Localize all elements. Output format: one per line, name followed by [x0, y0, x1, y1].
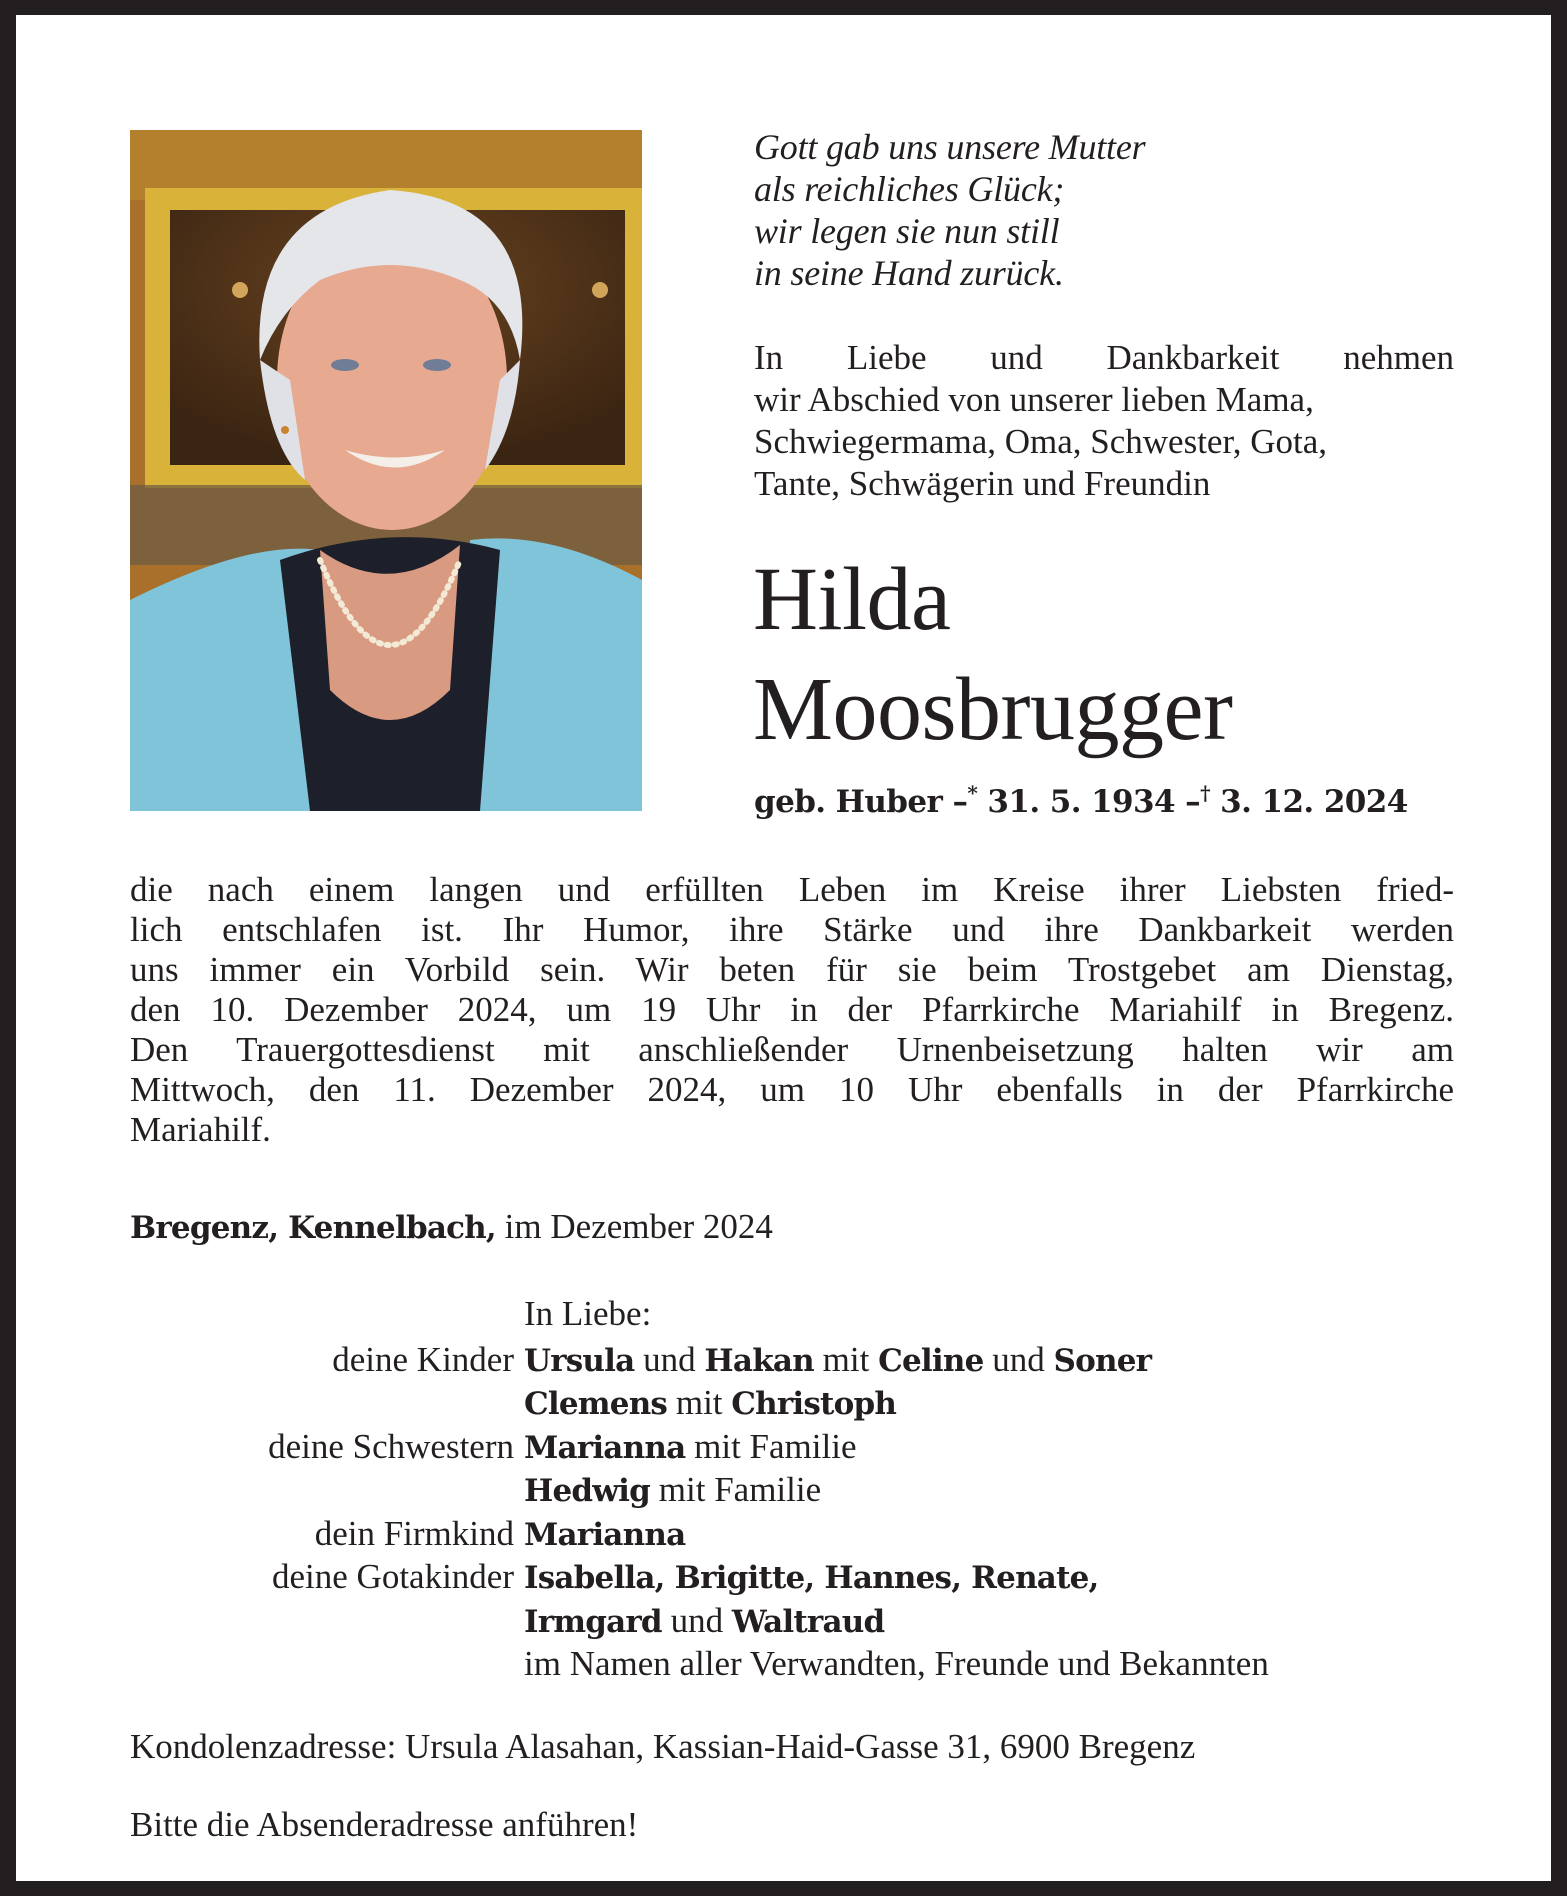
mourner-name: Ursula — [524, 1342, 635, 1379]
place-date-line — [130, 1207, 773, 1248]
mourner-row — [130, 1556, 1460, 1600]
body-line: den 10. Dezember 2024, um 19 Uhr in der Pfarrkirche Mariahilf in Bregenz. — [130, 990, 1454, 1029]
intro-line: In Liebe und Dankbarkeit nehmen — [754, 338, 1454, 377]
mourner-relation — [130, 1469, 524, 1513]
intro-line: Schwiegermama, Oma, Schwester, Gota, — [754, 422, 1328, 461]
mourner-names — [524, 1339, 1151, 1383]
mourner-row — [130, 1513, 1460, 1557]
verse — [754, 126, 1145, 294]
mourner-row — [130, 1469, 1460, 1513]
mourner-row — [130, 1426, 1460, 1470]
mourner-connector: und — [983, 1339, 1054, 1379]
mourner-relation — [130, 1382, 524, 1426]
mourner-names — [524, 1513, 685, 1557]
mourner-name: Hedwig — [524, 1473, 651, 1509]
place-names: Bregenz, Kennelbach, — [130, 1210, 496, 1246]
birth-symbol: * — [967, 781, 978, 805]
sender-note: Bitte die Absenderadresse anführen! — [130, 1805, 639, 1844]
verse-line: als reichliches Glück; — [754, 169, 1065, 209]
birth-date: 31. 5. 1934 — [987, 784, 1175, 820]
mourner-name: Marianna — [524, 1429, 686, 1466]
body-line: Mittwoch, den 11. Dezember 2024, um 10 Uhr ebenfalls in der Pfarrkirche — [130, 1070, 1454, 1109]
mourner-name: Celine — [878, 1342, 984, 1379]
mourner-names — [524, 1469, 821, 1513]
separator: – — [1185, 784, 1201, 820]
verse-line: Gott gab uns unsere Mutter — [754, 127, 1146, 167]
mourner-connector: im Namen aller Verwandten, Freunde und Bekannten — [524, 1644, 1269, 1683]
body-line: lich entschlafen ist. Ihr Humor, ihre Stärke und ihre Dankbarkeit werden — [130, 910, 1454, 949]
mourner-names — [524, 1426, 856, 1470]
death-symbol: † — [1200, 781, 1210, 805]
mourner-row — [130, 1643, 1460, 1685]
mourner-row — [130, 1382, 1460, 1426]
verse-line: in seine Hand zurück. — [754, 253, 1064, 293]
body-paragraph — [130, 870, 1454, 1150]
mourner-connector: mit — [813, 1339, 879, 1379]
mourner-name: Clemens — [524, 1386, 668, 1422]
mourner-row — [130, 1600, 1460, 1644]
left-eye — [331, 359, 359, 371]
intro-line: Tante, Schwägerin und Freundin — [754, 464, 1211, 503]
body-line: uns immer ein Vorbild sein. Wir beten für sie beim Trostgebet am Dienstag, — [130, 950, 1454, 989]
body-line: Den Trauergottesdienst mit anschließender Urnenbeisetzung halten wir am — [130, 1030, 1454, 1069]
mourner-name: Irmgard — [524, 1603, 662, 1640]
right-eye — [423, 359, 451, 371]
mourners-heading-row — [130, 1293, 1460, 1335]
mourner-names — [524, 1643, 1269, 1685]
mourners-list — [130, 1293, 1460, 1685]
portrait-photo — [130, 130, 642, 811]
mourner-connector: mit Familie — [650, 1470, 822, 1509]
maiden-name: geb. Huber — [754, 784, 943, 820]
mourner-name: Soner — [1053, 1342, 1152, 1379]
intro-line: wir Abschied von unserer lieben Mama, — [754, 380, 1314, 419]
mourner-name: Marianna — [524, 1516, 686, 1553]
deceased-name — [753, 545, 1232, 765]
mourner-connector: und — [661, 1600, 732, 1640]
mourner-relation — [130, 1643, 524, 1685]
body-line: Mariahilf. — [130, 1110, 271, 1149]
mourner-connector: und — [634, 1339, 705, 1379]
verse-line: wir legen sie nun still — [754, 211, 1060, 251]
mourner-relation: deine Schwestern — [268, 1426, 514, 1466]
portrait-image — [130, 130, 642, 811]
mourner-row — [130, 1339, 1460, 1383]
separator: – — [952, 784, 968, 820]
mourner-name: Isabella, Brigitte, Hannes, Renate, — [524, 1560, 1099, 1596]
intro-paragraph — [754, 337, 1454, 505]
death-date: 3. 12. 2024 — [1220, 784, 1408, 820]
place-date: im Dezember 2024 — [495, 1207, 773, 1246]
life-dates — [754, 782, 1408, 822]
mourner-name: Hakan — [704, 1342, 814, 1379]
mourner-relation — [130, 1600, 524, 1644]
mourner-relation: dein Firmkind — [314, 1513, 514, 1553]
mourner-names — [524, 1382, 896, 1426]
condolence-address: Kondolenzadresse: Ursula Alasahan, Kassian-Haid-Gasse 31, 6900 Bregenz — [130, 1727, 1196, 1766]
mourner-relation: deine Kinder — [332, 1339, 514, 1379]
mourner-name: Christoph — [731, 1386, 897, 1422]
mourner-name: Waltraud — [731, 1603, 885, 1640]
last-name: Moosbrugger — [753, 660, 1233, 759]
earring — [281, 426, 289, 434]
mourner-names — [524, 1556, 1099, 1600]
mourner-names — [524, 1600, 884, 1644]
mourner-relation: deine Gotakinder — [272, 1557, 514, 1596]
obituary-card — [16, 15, 1551, 1881]
mourner-connector: mit Familie — [685, 1426, 857, 1466]
mourners-heading: In Liebe: — [524, 1294, 652, 1333]
body-line: die nach einem langen und erfüllten Leben im Kreise ihrer Liebsten fried- — [130, 870, 1454, 909]
mourner-connector: mit — [667, 1383, 732, 1422]
first-name: Hilda — [753, 550, 951, 649]
